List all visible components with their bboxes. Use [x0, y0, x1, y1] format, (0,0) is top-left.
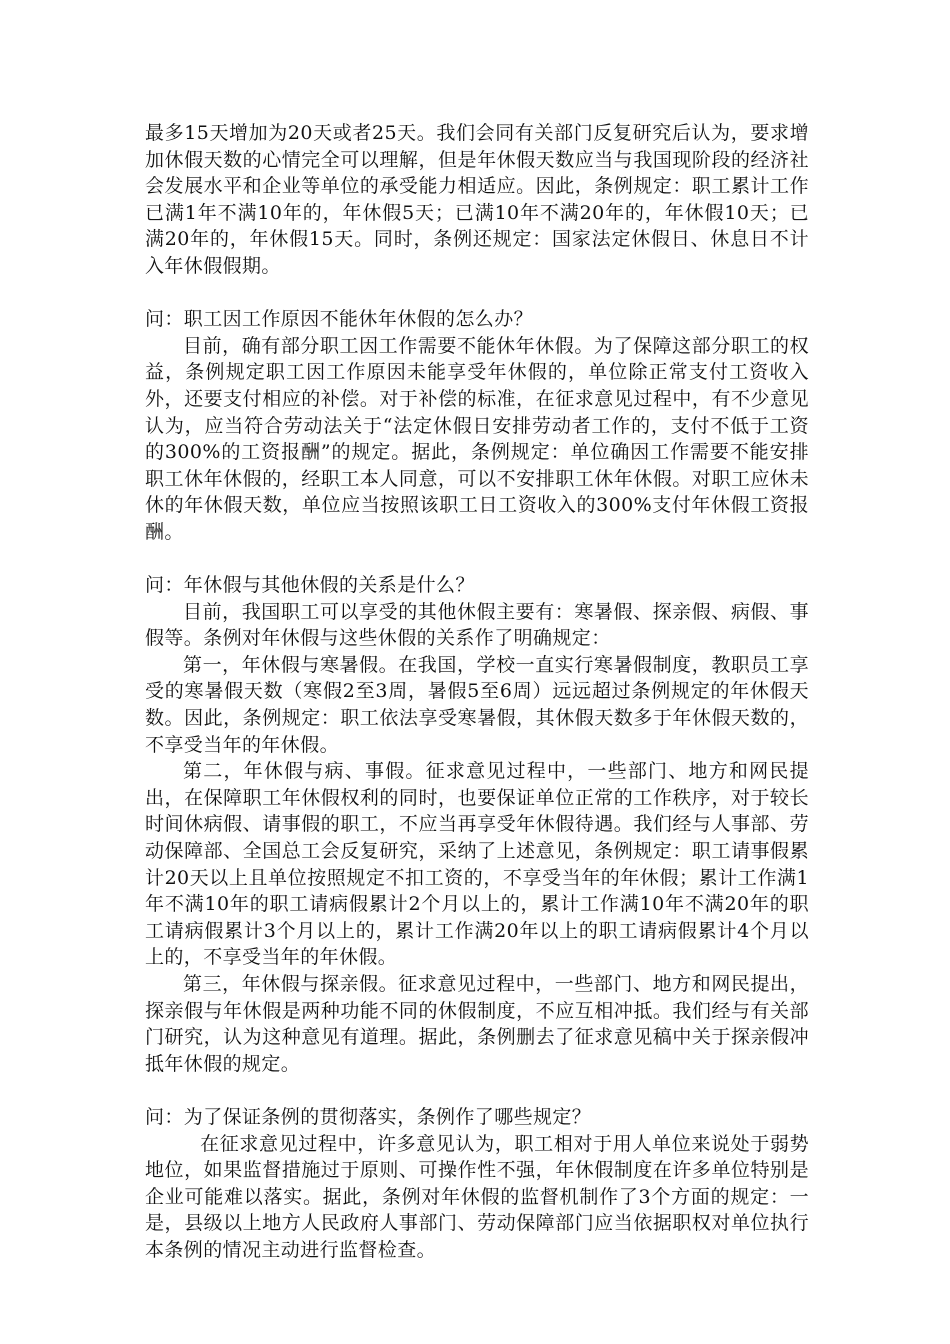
- paragraph-family-visit-leave: 第三，年休假与探亲假。征求意见过程中，一些部门、地方和网民提出，探亲假与年休假是两种功能不同的休假制度，不应互相冲抵。我们经与有关部门研究，认为这种意见有道理。据此，条例删去了征求意见稿中关于探亲假冲抵年休假的规定。: [145, 973, 809, 1075]
- question-heading-unable-to-take-leave: 问：职工因工作原因不能休年休假的怎么办？: [145, 308, 534, 331]
- document-page: [145, 120, 809, 1264]
- paragraph-compensation: 目前，确有部分职工因工作需要不能休年休假。为了保障这部分职工的权益，条例规定职工因工作原因未能享受年休假的，单位除正常支付工资收入外，还要支付相应的补偿。对于补偿的标准，在征求意见过程中，有不少意见认为，应当符合劳动法关于“法定休假日安排劳动者工作的，支付不低于工资的300%的工资报酬”的规定。据此，条例规定：单位确因工作需要不能安排职工休年休假的，经职工本人同意，可以不安排职工休年休假。对职工应休未休的年休假天数，单位应当按照该职工日工资收入的300%支付年休假工资报酬。: [145, 334, 809, 543]
- question-heading-other-leave-relation: 问：年休假与其他休假的关系是什么？: [145, 574, 475, 597]
- paragraph-vacation-relation: 第一，年休假与寒暑假。在我国，学校一直实行寒暑假制度，教职员工享受的寒暑假天数（寒假2至3周，暑假5至6周）远远超过条例规定的年休假天数。因此，条例规定：职工依法享受寒暑假，其休假天数多于年休假天数的，不享受当年的年休假。: [145, 653, 809, 756]
- paragraph-sick-personal-leave: 第二，年休假与病、事假。征求意见过程中，一些部门、地方和网民提出，在保障职工年休假权利的同时，也要保证单位正常的工作秩序，对于较长时间休病假、请事假的职工，不应当再享受年休假待遇。我们经与人事部、劳动保障部、全国总工会反复研究，采纳了上述意见，条例规定：职工请事假累计20天以上且单位按照规定不扣工资的，不享受当年的年休假；累计工作满1年不满10年的职工请病假累计2个月以上的，累计工作满10年不满20年的职工请病假累计3个月以上的，累计工作满20年以上的职工请病假累计4个月以上的，不享受当年的年休假。: [145, 760, 809, 969]
- paragraph-annual-leave-days: 最多15天增加为20天或者25天。我们会同有关部门反复研究后认为，要求增加休假天数的心情完全可以理解，但是年休假天数应当与我国现阶段的经济社会发展水平和企业等单位的承受能力相适应。因此，条例规定：职工累计工作已满1年不满10年的，年休假5天；已满10年不满20年的，年休假10天；已满20年的，年休假15天。同时，条例还规定：国家法定休假日、休息日不计入年休假假期。: [145, 122, 809, 277]
- question-heading-implementation: 问：为了保证条例的贯彻落实，条例作了哪些规定？: [145, 1105, 592, 1128]
- paragraph-supervision: 在征求意见过程中，许多意见认为，职工相对于用人单位来说处于弱势地位，如果监督措施过于原则、可操作性不强，年休假制度在许多单位特别是企业可能难以落实。据此，条例对年休假的监督机制作了3个方面的规定：一是，县级以上地方人民政府人事部门、劳动保障部门应当依据职权对单位执行本条例的情况主动进行监督检查。: [145, 1132, 809, 1261]
- paragraph-other-leave-intro: 目前，我国职工可以享受的其他休假主要有：寒暑假、探亲假、病假、事假等。条例对年休假与这些休假的关系作了明确规定：: [145, 600, 809, 650]
